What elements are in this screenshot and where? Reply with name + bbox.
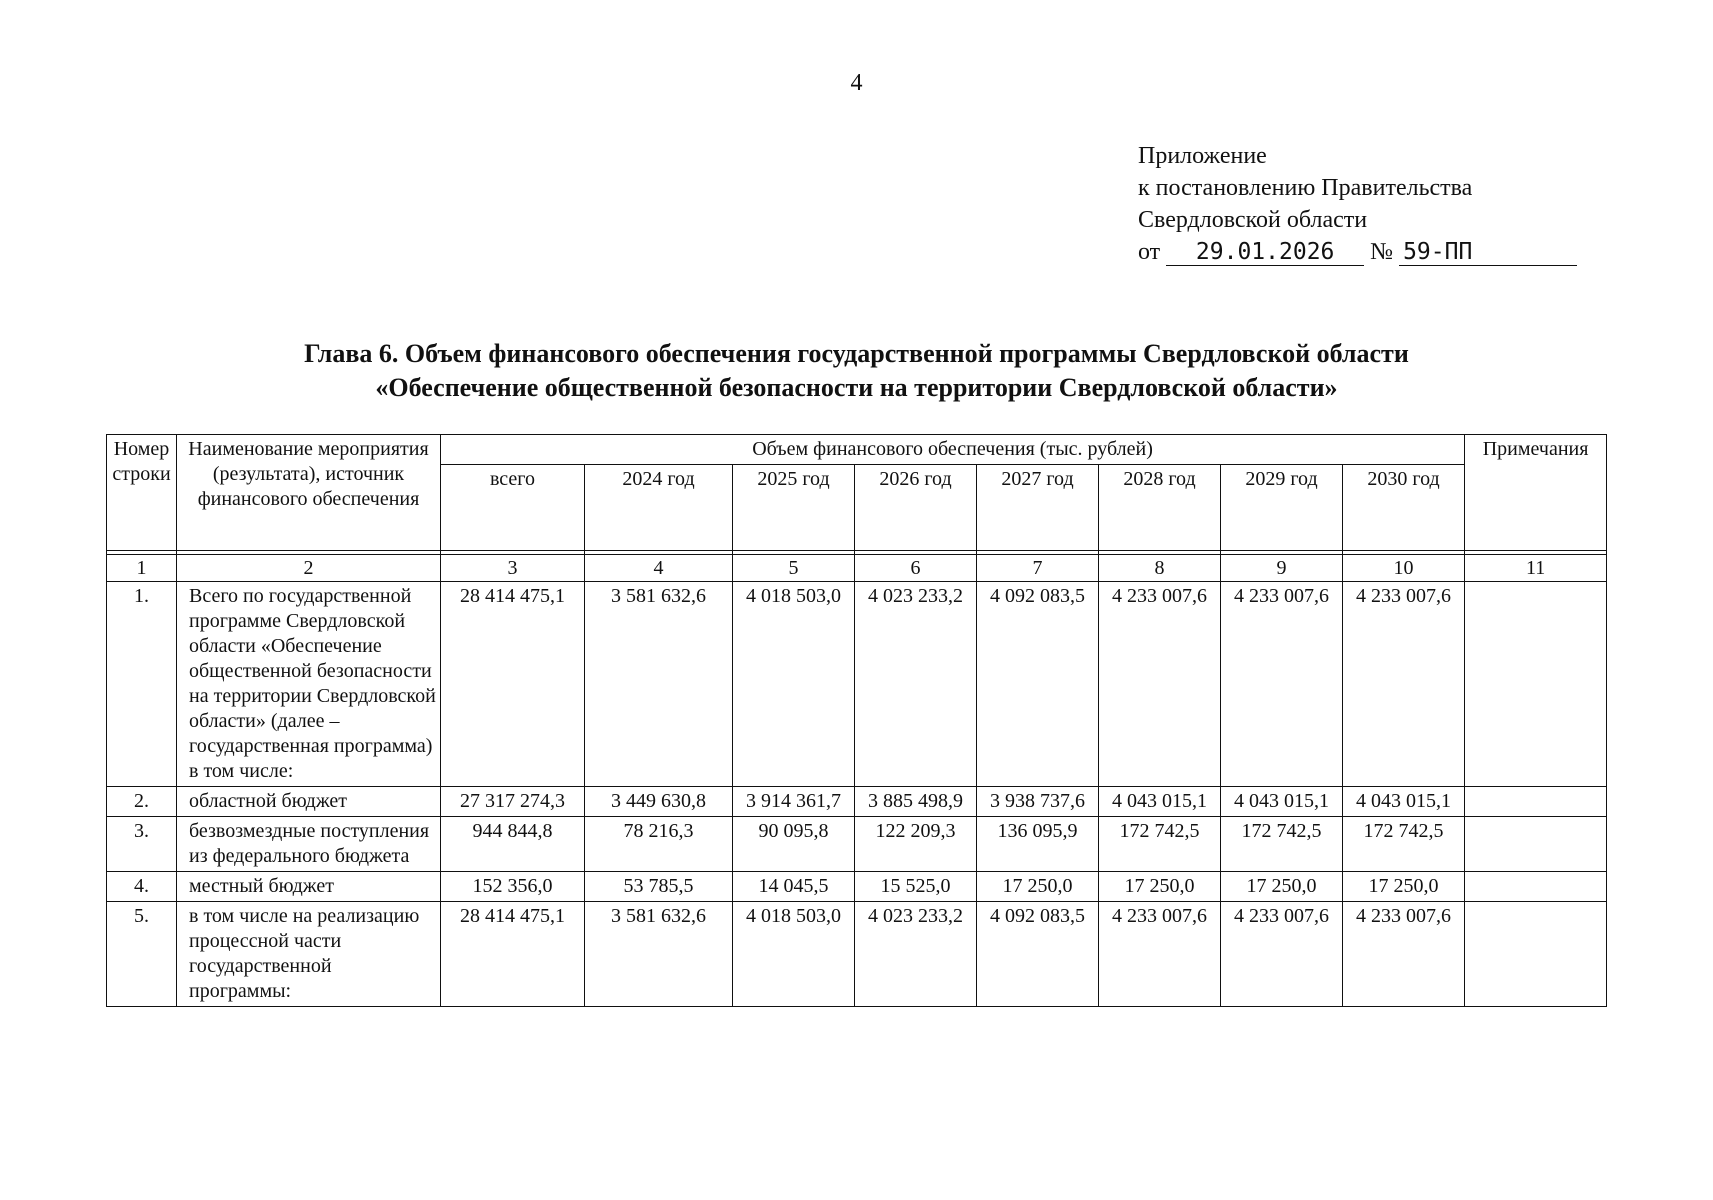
value-cell-2024: 3 581 632,6 (585, 902, 733, 1007)
column-numbers-row (107, 555, 1607, 582)
value-cell-2027: 136 095,9 (977, 817, 1099, 872)
header-total: всего (441, 465, 585, 551)
table-row (107, 817, 1607, 872)
appendix-date-line (1138, 236, 1577, 268)
value-cell-2026: 4 023 233,2 (855, 902, 977, 1007)
notes-cell (1465, 902, 1607, 1007)
row-number-cell: 1. (107, 582, 177, 787)
value-cell-total: 152 356,0 (441, 872, 585, 902)
row-name-cell: в том числе на реализацию процессной части государственной программы: (177, 902, 441, 1007)
value-cell-2025: 3 914 361,7 (733, 787, 855, 817)
value-cell-2025: 14 045,5 (733, 872, 855, 902)
header-year-2030: 2030 год (1343, 465, 1465, 551)
value-cell-2026: 122 209,3 (855, 817, 977, 872)
resolution-date: 29.01.2026 (1166, 239, 1364, 266)
value-cell-2030: 4 043 015,1 (1343, 787, 1465, 817)
column-number: 3 (441, 555, 585, 582)
value-cell-2028: 4 043 015,1 (1099, 787, 1221, 817)
value-cell-2024: 3 449 630,8 (585, 787, 733, 817)
notes-cell (1465, 787, 1607, 817)
notes-cell (1465, 582, 1607, 787)
chapter-title (0, 337, 1713, 405)
page-number: 4 (850, 70, 863, 96)
table-row (107, 582, 1607, 787)
funding-table (106, 434, 1607, 1007)
column-number: 4 (585, 555, 733, 582)
column-number: 1 (107, 555, 177, 582)
value-cell-total: 27 317 274,3 (441, 787, 585, 817)
value-cell-2026: 3 885 498,9 (855, 787, 977, 817)
column-number: 10 (1343, 555, 1465, 582)
notes-cell (1465, 872, 1607, 902)
value-cell-total: 944 844,8 (441, 817, 585, 872)
value-cell-2028: 4 233 007,6 (1099, 902, 1221, 1007)
value-cell-2026: 4 023 233,2 (855, 582, 977, 787)
value-cell-2027: 17 250,0 (977, 872, 1099, 902)
column-number: 5 (733, 555, 855, 582)
value-cell-2029: 4 233 007,6 (1221, 902, 1343, 1007)
header-row-number: Номер строки (107, 435, 177, 551)
value-cell-2025: 4 018 503,0 (733, 582, 855, 787)
date-prefix: от (1138, 239, 1161, 265)
value-cell-2027: 3 938 737,6 (977, 787, 1099, 817)
row-number-cell: 4. (107, 872, 177, 902)
value-cell-2026: 15 525,0 (855, 872, 977, 902)
column-number: 11 (1465, 555, 1607, 582)
row-name-cell: местный бюджет (177, 872, 441, 902)
value-cell-2025: 90 095,8 (733, 817, 855, 872)
value-cell-2027: 4 092 083,5 (977, 582, 1099, 787)
row-number-cell: 5. (107, 902, 177, 1007)
value-cell-total: 28 414 475,1 (441, 902, 585, 1007)
header-year-2025: 2025 год (733, 465, 855, 551)
value-cell-2030: 172 742,5 (1343, 817, 1465, 872)
value-cell-2029: 172 742,5 (1221, 817, 1343, 872)
appendix-line-3: Свердловской области (1138, 207, 1368, 233)
row-name-cell: областной бюджет (177, 787, 441, 817)
appendix-line-1: Приложение (1138, 143, 1267, 169)
resolution-number: 59-ПП (1399, 239, 1577, 266)
header-volume: Объем финансового обеспечения (тыс. рублей) (441, 435, 1465, 465)
value-cell-2030: 4 233 007,6 (1343, 902, 1465, 1007)
column-number: 7 (977, 555, 1099, 582)
value-cell-2028: 172 742,5 (1099, 817, 1221, 872)
value-cell-2028: 17 250,0 (1099, 872, 1221, 902)
table-row (107, 872, 1607, 902)
row-name-cell: Всего по государственной программе Свердловской области «Обеспечение общественной безопасности на территории Свердловской области» (далее – государственная программа) в том числе: (177, 582, 441, 787)
chapter-title-line-2: «Обеспечение общественной безопасности на территории Свердловской области» (375, 373, 1338, 402)
row-number-cell: 2. (107, 787, 177, 817)
value-cell-2024: 78 216,3 (585, 817, 733, 872)
value-cell-2024: 3 581 632,6 (585, 582, 733, 787)
value-cell-2025: 4 018 503,0 (733, 902, 855, 1007)
header-year-2027: 2027 год (977, 465, 1099, 551)
table-row (107, 902, 1607, 1007)
value-cell-total: 28 414 475,1 (441, 582, 585, 787)
chapter-title-line-1: Глава 6. Объем финансового обеспечения государственной программы Свердловской области (304, 339, 1409, 368)
table-row (107, 787, 1607, 817)
header-year-2024: 2024 год (585, 465, 733, 551)
value-cell-2029: 4 043 015,1 (1221, 787, 1343, 817)
column-number: 9 (1221, 555, 1343, 582)
appendix-block (1138, 140, 1577, 268)
value-cell-2028: 4 233 007,6 (1099, 582, 1221, 787)
number-prefix: № (1370, 239, 1394, 265)
value-cell-2030: 4 233 007,6 (1343, 582, 1465, 787)
header-year-2029: 2029 год (1221, 465, 1343, 551)
value-cell-2027: 4 092 083,5 (977, 902, 1099, 1007)
column-number: 6 (855, 555, 977, 582)
appendix-line-2: к постановлению Правительства (1138, 175, 1473, 201)
value-cell-2029: 17 250,0 (1221, 872, 1343, 902)
row-name-cell: безвозмездные поступления из федерального бюджета (177, 817, 441, 872)
header-year-2026: 2026 год (855, 465, 977, 551)
value-cell-2030: 17 250,0 (1343, 872, 1465, 902)
header-name: Наименование мероприятия (результата), источник финансового обеспечения (177, 435, 441, 551)
value-cell-2024: 53 785,5 (585, 872, 733, 902)
column-number: 2 (177, 555, 441, 582)
header-year-2028: 2028 год (1099, 465, 1221, 551)
value-cell-2029: 4 233 007,6 (1221, 582, 1343, 787)
column-number: 8 (1099, 555, 1221, 582)
header-notes: Примечания (1465, 435, 1607, 551)
notes-cell (1465, 817, 1607, 872)
row-number-cell: 3. (107, 817, 177, 872)
